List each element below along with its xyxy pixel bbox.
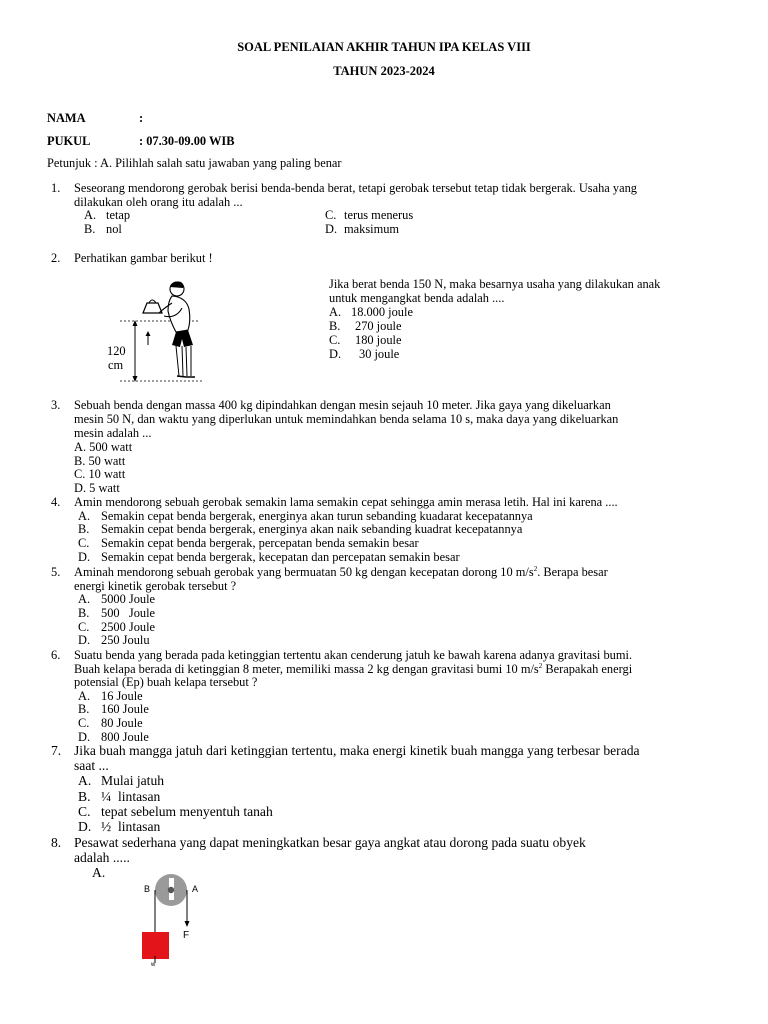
option-text: Semakin cepat benda bergerak, energinya akan naik sebanding kuadrat kecepatannya — [101, 522, 523, 536]
question-number: 2. — [51, 251, 61, 265]
option-text: tetap — [106, 208, 131, 222]
option-letter: C. — [78, 804, 91, 819]
option-text: 160 Joule — [101, 702, 149, 716]
question-text: Pesawat sederhana yang dapat meningkatkan besar gaya angkat atau dorong pada suatu obyek — [74, 835, 586, 850]
option-text: 180 joule — [355, 333, 402, 347]
option-c[interactable] — [329, 333, 401, 347]
option-letter: B. — [78, 522, 90, 536]
option-b[interactable] — [78, 522, 522, 536]
option-d[interactable] — [78, 633, 150, 647]
question-text: Aminah mendorong sebuah gerobak yang bermuatan 50 kg dengan kecepatan dorong 10 $m/s^2$. Berapa besar — [74, 564, 608, 579]
option-text: maksimum — [344, 222, 400, 236]
name-label: NAMA — [47, 111, 86, 125]
question-number: 8. — [51, 835, 62, 850]
option-letter: C. — [74, 467, 86, 481]
question-text: potensial (Ep) buah kelapa tersebut ? — [74, 675, 258, 689]
question-text: Amin mendorong sebuah gerobak semakin lama semakin cepat sehingga amin merasa letih. Hal ini karena .... — [74, 495, 618, 509]
option-d[interactable] — [78, 820, 160, 834]
option-text: 2500 Joule — [101, 620, 156, 634]
option-b[interactable] — [329, 319, 401, 333]
option-letter: A. — [84, 208, 97, 222]
question-text: mesin adalah ... — [74, 426, 152, 440]
option-text: ¼ lintasan — [101, 789, 161, 804]
option-d[interactable] — [74, 481, 120, 495]
option-text: 18.000 joule — [351, 305, 413, 319]
option-letter: A. — [78, 773, 92, 788]
option-d[interactable] — [78, 550, 460, 564]
option-letter: A. — [329, 305, 342, 319]
option-c[interactable] — [78, 805, 273, 819]
question-number: 3. — [51, 398, 61, 412]
option-letter: B. — [78, 789, 91, 804]
option-text: 80 Joule — [101, 716, 143, 730]
question-text: mesin 50 N, dan waktu yang diperlukan untuk memindahkan benda selama 10 s, maka daya yang dikeluarkan — [74, 412, 619, 426]
option-letter: B. — [74, 454, 86, 468]
option-a[interactable] — [78, 509, 533, 523]
option-letter: B. — [329, 319, 341, 333]
option-letter: C. — [78, 536, 90, 550]
option-text: terus menerus — [344, 208, 414, 222]
option-c[interactable] — [78, 620, 155, 634]
pulley-label-force: F — [183, 930, 190, 941]
height-label-unit: cm — [108, 358, 124, 372]
option-letter: D. — [74, 481, 87, 495]
option-c[interactable] — [74, 467, 125, 481]
exam-title: SOAL PENILAIAN AKHIR TAHUN IPA KELAS VIII — [237, 40, 531, 54]
option-letter: A. — [78, 592, 91, 606]
question-text: untuk mengangkat benda adalah .... — [329, 291, 505, 305]
option-b[interactable] — [78, 790, 160, 804]
option-letter: A. — [92, 865, 106, 880]
question-number: 7. — [51, 743, 62, 758]
option-letter: A. — [78, 689, 91, 703]
option-letter: C. — [329, 333, 341, 347]
question-text: Seseorang mendorong gerobak berisi benda-benda berat, tetapi gerobak tersebut tetap tidak bergerak. Usaha yang — [74, 181, 637, 195]
option-text: 250 Joulu — [101, 633, 150, 647]
exam-year: TAHUN 2023-2024 — [333, 64, 435, 78]
question-text: energi kinetik gerobak tersebut ? — [74, 579, 237, 593]
option-b[interactable] — [84, 222, 122, 236]
height-label-value: 120 — [107, 344, 126, 358]
option-letter: B. — [78, 606, 90, 620]
option-text: 10 watt — [88, 467, 126, 481]
option-b[interactable] — [78, 606, 155, 620]
question-text: Sebuah benda dengan massa 400 kg dipindahkan dengan mesin sejauh 10 meter. Jika gaya yang dikeluarkan — [74, 398, 611, 412]
option-letter: D. — [329, 347, 342, 361]
option-letter: D. — [78, 550, 91, 564]
option-a[interactable] — [84, 208, 130, 222]
option-c[interactable] — [325, 208, 413, 222]
option-c[interactable] — [78, 536, 419, 550]
option-a[interactable] — [74, 440, 132, 454]
option-text: 5000 Joule — [101, 592, 156, 606]
question-number: 4. — [51, 495, 61, 509]
question-text: Suatu benda yang berada pada ketinggian tertentu akan cenderung jatuh ke bawah karena adanya gravitasi bumi. — [74, 648, 633, 662]
option-text: Semakin cepat benda bergerak, kecepatan dan percepatan semakin besar — [101, 550, 460, 564]
option-a[interactable] — [78, 774, 164, 788]
option-text: 800 Joule — [101, 730, 149, 744]
option-text: 5 watt — [89, 481, 120, 495]
option-d[interactable] — [329, 347, 399, 361]
option-text: 270 joule — [355, 319, 402, 333]
option-c[interactable] — [78, 716, 143, 730]
question-text: saat ... — [74, 758, 109, 773]
option-text: Semakin cepat benda bergerak, energinya akan turun sebanding kuadarat kecepatannya — [101, 509, 533, 523]
question-text: Jika buah mangga jatuh dari ketinggian tertentu, maka energi kinetik buah mangga yang terbesar berada — [74, 743, 640, 758]
option-a[interactable] — [78, 689, 143, 703]
option-text: 30 joule — [359, 347, 400, 361]
option-letter: A. — [78, 509, 91, 523]
option-d[interactable] — [78, 730, 149, 744]
question-text: dilakukan oleh orang itu adalah ... — [74, 195, 243, 209]
question-number: 1. — [51, 181, 61, 195]
time-value: : 07.30-09.00 WIB — [139, 134, 235, 148]
option-letter: D. — [325, 222, 338, 236]
option-text: 50 watt — [88, 454, 126, 468]
pulley-label-weight: w — [151, 962, 156, 968]
pulley-label-b: B — [144, 884, 151, 894]
option-a[interactable] — [92, 866, 105, 880]
option-letter: D. — [78, 633, 91, 647]
option-d[interactable] — [325, 222, 399, 236]
option-text: tepat sebelum menyentuh tanah — [101, 804, 273, 819]
option-letter: B. — [78, 702, 90, 716]
option-text: 500 watt — [89, 440, 133, 454]
option-letter: C. — [325, 208, 337, 222]
question-text: Perhatikan gambar berikut ! — [74, 251, 213, 265]
option-b[interactable] — [74, 454, 125, 468]
option-letter: A. — [74, 440, 87, 454]
option-text: 500 Joule — [101, 606, 156, 620]
option-letter: C. — [78, 716, 90, 730]
option-text: Semakin cepat benda bergerak, percepatan benda semakin besar — [101, 536, 419, 550]
option-letter: D. — [78, 819, 92, 834]
pulley-label-a: A — [192, 884, 199, 894]
time-label: PUKUL — [47, 134, 91, 148]
option-a[interactable] — [78, 592, 155, 606]
option-letter: B. — [84, 222, 96, 236]
question-text: adalah ..... — [74, 850, 130, 865]
option-text: 16 Joule — [101, 689, 143, 703]
option-a[interactable] — [329, 305, 413, 319]
option-letter: C. — [78, 620, 90, 634]
question-number: 5. — [51, 565, 61, 579]
question-number: 6. — [51, 648, 61, 662]
name-field[interactable]: : — [139, 111, 144, 125]
instructions: Petunjuk : A. Pilihlah salah satu jawaban yang paling benar — [47, 156, 342, 170]
option-letter: D. — [78, 730, 91, 744]
option-text: nol — [106, 222, 122, 236]
option-text: ½ lintasan — [101, 819, 161, 834]
option-b[interactable] — [78, 702, 149, 716]
option-text: Mulai jatuh — [101, 773, 165, 788]
question-text: Jika berat benda 150 N, maka besarnya usaha yang dilakukan anak — [329, 277, 661, 291]
question-text: Buah kelapa berada di ketinggian 8 meter, memiliki massa 2 kg dengan gravitasi bumi 10 $m/s^2$ Berapakah energi — [74, 661, 633, 676]
